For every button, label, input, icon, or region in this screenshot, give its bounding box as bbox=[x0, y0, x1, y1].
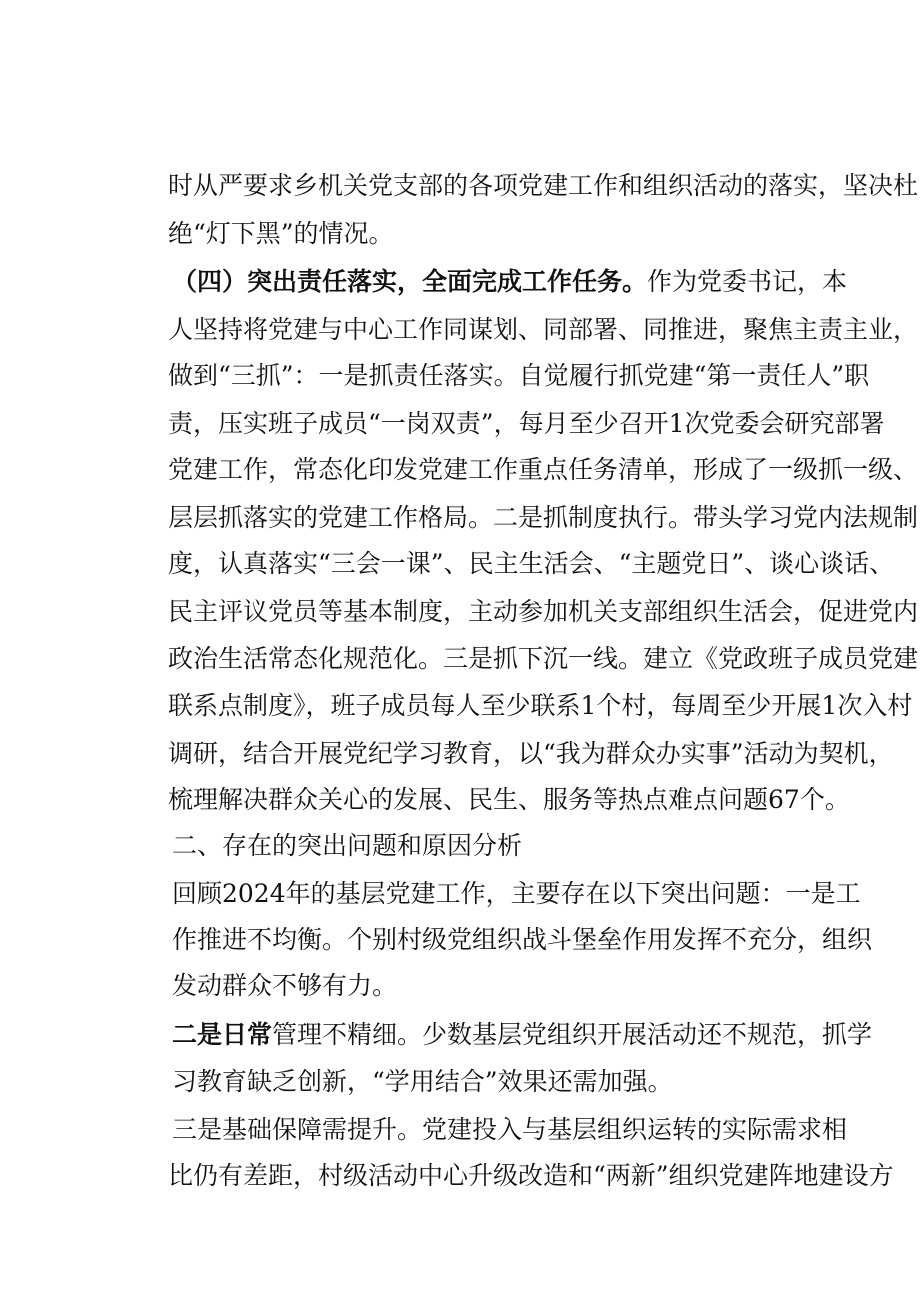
text-line bbox=[172, 266, 920, 298]
body-text: 梳理解决群众关心的发展、民生、服务等热点难点问题67个。 bbox=[168, 785, 850, 814]
body-text: 三是基础保障需提升。党建投入与基层组织运转的实际需求相 bbox=[172, 1115, 848, 1144]
text-line bbox=[168, 170, 920, 202]
text-line bbox=[168, 738, 920, 770]
body-text: 政治生活常态化规范化。三是抓下沉一线。建立《党政班子成员党建 bbox=[168, 644, 919, 673]
body-text: 责，压实班子成员“一岗双责”，每月至少召开1次党委会研究部署 bbox=[168, 409, 885, 438]
text-line bbox=[172, 1066, 920, 1098]
body-text: 调研，结合开展党纪学习教育，以“我为群众办实事”活动为契机， bbox=[168, 739, 894, 768]
body-text: 绝“灯下黑”的情况。 bbox=[168, 219, 394, 248]
text-line bbox=[168, 218, 920, 250]
text-line bbox=[172, 1019, 920, 1051]
text-line bbox=[168, 408, 920, 440]
body-text: 习教育缺乏创新，“学用结合”效果还需加强。 bbox=[172, 1067, 673, 1096]
body-text: 联系点制度》，班子成员每人至少联系1个村，每周至少开展1次入村 bbox=[168, 691, 913, 720]
text-line bbox=[168, 690, 920, 722]
text-line bbox=[168, 784, 920, 816]
text-line bbox=[172, 830, 920, 862]
text-line bbox=[168, 502, 920, 534]
body-text: 时从严要求乡机关党支部的各项党建工作和组织活动的落实，坚决杜 bbox=[168, 171, 919, 200]
body-text: 度，认真落实“三会一课”、民主生活会、“主题党日”、谈心谈话、 bbox=[168, 549, 895, 578]
body-text: 作推进不均衡。个别村级党组织战斗堡垒作用发挥不充分，组织 bbox=[172, 925, 873, 954]
body-text: 民主评议党员等基本制度，主动参加机关支部组织生活会，促进党内 bbox=[168, 597, 919, 626]
text-line bbox=[168, 360, 920, 392]
bold-heading-text: 二是日常 bbox=[172, 1020, 273, 1049]
text-line bbox=[168, 548, 920, 580]
text-line bbox=[168, 596, 920, 628]
text-line bbox=[168, 643, 920, 675]
bold-heading-text: （四）突出责任落实，全面完成工作任务。 bbox=[172, 267, 648, 296]
body-text: 党建工作，常态化印发党建工作重点任务清单，形成了一级抓一级、 bbox=[168, 455, 919, 484]
body-text: 比仍有差距，村级活动中心升级改造和“两新”组织党建阵地建设方 bbox=[168, 1161, 894, 1190]
body-text: 人坚持将党建与中心工作同谋划、同部署、同推进，聚焦主责主业， bbox=[168, 315, 919, 344]
body-text: 层层抓落实的党建工作格局。二是抓制度执行。带头学习党内法规制 bbox=[168, 503, 919, 532]
text-line bbox=[168, 1160, 920, 1192]
body-text: 回顾2024年的基层党建工作，主要存在以下突出问题：一是工 bbox=[172, 879, 861, 908]
text-line bbox=[172, 1114, 920, 1146]
text-line bbox=[172, 924, 920, 956]
text-line bbox=[168, 454, 920, 486]
text-line bbox=[172, 878, 920, 910]
body-text: 做到“三抓”：一是抓责任落实。自觉履行抓党建“第一责任人”职 bbox=[168, 361, 870, 390]
body-text: 二、存在的突出问题和原因分析 bbox=[172, 831, 523, 860]
text-line bbox=[168, 314, 920, 346]
body-text: 管理不精细。少数基层党组织开展活动还不规范，抓学 bbox=[272, 1020, 873, 1049]
body-text: 作为党委书记，本 bbox=[647, 267, 848, 296]
body-text: 发动群众不够有力。 bbox=[172, 971, 398, 1000]
text-line bbox=[172, 970, 920, 1002]
